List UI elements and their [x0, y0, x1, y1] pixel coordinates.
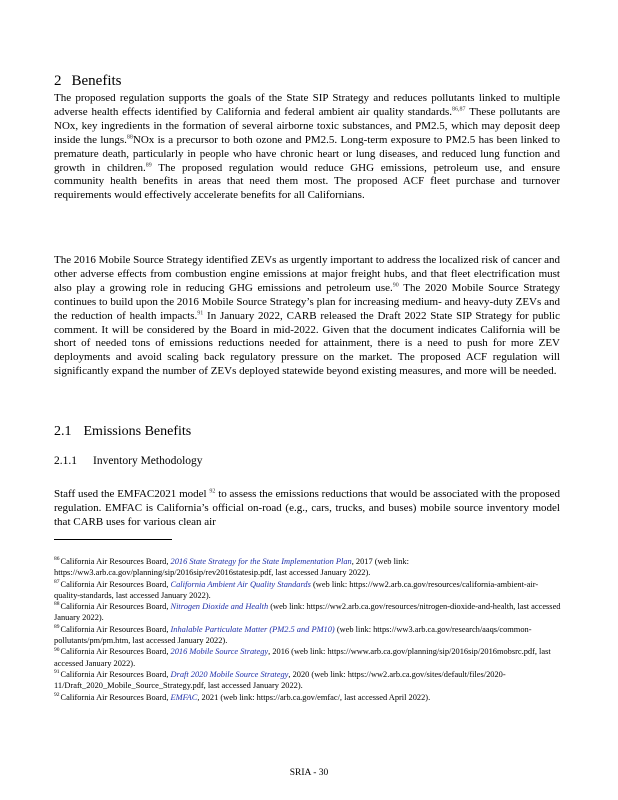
footnote-ref-89[interactable]: 89 [145, 161, 152, 168]
footnotes [54, 556, 564, 703]
section-number: 2 [54, 73, 62, 89]
page-number: SRIA - 30 [289, 768, 329, 778]
paragraph3-text-2: to assess the emissions reductions that would be associated with the proposed regulation. EMFAC is California’s official on-road (e.g., cars, trucks, and buses) mobile source inventory model that CARB uses for various clean air [54, 488, 561, 528]
paragraph2-text-2: The 2020 Mobile Source Strategy continues to build upon the 2016 Mobile Source Strategy’s plan for increasing medium- and heavy-duty ZEVs and the reduction of health impacts. [54, 281, 560, 322]
paragraph-health-benefits [54, 92, 560, 203]
paragraph1-text-1: The proposed regulation supports the goals of the State SIP Strategy and reduces pollutants linked to multiple adverse health effects identified by California and federal ambient air quality standards. [54, 92, 560, 118]
footnote-rest: , 2017 (web link: https://ww3.arb.ca.gov/planning/sip/2016sip/rev2016statesip.pdf, last accessed January 2022). [54, 557, 409, 578]
paragraph3-text-1: Staff used the EMFAC2021 model [54, 488, 207, 500]
paragraph2-text-3: In January 2022, CARB released the Draft 2022 State SIP Strategy for public comment. It will be considered by the Board in mid-2022. Given that the document indicates California will be short of needed tons of emissions reductions needed for attainment, there is a need to push for more ZEV deployments and avoid scaling back regulatory pressure on the market. The proposed ACF regulation will significantly expand the number of ZEVs deployed statewide beyond existing measures, and more will be needed. [54, 309, 561, 378]
footnote-org: California Air Resources Board, [60, 557, 171, 566]
section-title: Benefits [71, 73, 122, 89]
subsection-title: Emissions Benefits [83, 424, 192, 439]
footnote-87 [54, 579, 564, 602]
footnote-org: California Air Resources Board, [60, 647, 171, 657]
footnote-number: 92 [54, 691, 60, 698]
footnote-rest: (web link: https://ww2.arb.ca.gov/resources/california-ambient-air-quality-standards, last accessed January 2022). [54, 579, 539, 600]
paragraph1-text-4: The proposed regulation would reduce GHG emissions, petroleum use, and ensure community health benefits in areas that need them most. The proposed ACF fleet purchase and turnover requirements would effectively accelerate benefits for all Californians. [54, 161, 560, 202]
footnote-org: California Air Resources Board, [60, 602, 171, 612]
footnote-ref-90[interactable]: 90 [392, 282, 399, 289]
footnote-ref-88[interactable]: 88 [126, 134, 133, 141]
footnote-rest: , 2021 (web link: https://arb.ca.gov/emfac/, last accessed April 2022). [197, 692, 431, 702]
footnote-ref-92[interactable]: 92 [209, 488, 216, 495]
paragraph1-text-2: These pollutants are NOx, key ingredients in the formation of several airborne toxic substances, and PM2.5, which may deposit deep inside the lungs. [54, 105, 560, 146]
footnote-number: 89 [54, 623, 60, 630]
subsection-heading [54, 424, 191, 440]
footnote-number: 91 [54, 669, 60, 676]
footnote-number: 90 [54, 646, 60, 653]
footnote-number: 86 [54, 556, 60, 563]
paragraph-inventory-methodology [54, 488, 560, 530]
footnote-number: 88 [54, 601, 60, 608]
subsubsection-title: Inventory Methodology [93, 455, 203, 467]
footnote-org: California Air Resources Board, [60, 669, 171, 679]
paragraph1-text-3: NOx is a precursor to both ozone and PM2.5. Long-term exposure to PM2.5 has been linked to premature death, particularly in people who have chronic heart or lung diseases, and reduced lung function and growth in children. [54, 133, 561, 174]
footnote-org: California Air Resources Board, [60, 692, 171, 702]
footnote-title-link[interactable]: EMFAC [170, 692, 198, 702]
footnote-ref-91[interactable]: 91 [197, 309, 204, 316]
subsection-number: 2.1 [54, 424, 72, 439]
footnote-title-link[interactable]: 2016 Mobile Source Strategy [170, 647, 269, 657]
footnote-rest: , 2016 (web link: https://www.arb.ca.gov/planning/sip/2016sip/2016mobsrc.pdf, last accessed January 2022). [54, 647, 551, 668]
footnote-89 [54, 624, 564, 647]
paragraph2-text-1: The 2016 Mobile Source Strategy identified ZEVs as urgently important to address the localized risk of cancer and other adverse effects from combustion engine emissions at major freight hubs, and that fleet electrification must also play a growing role in reducing GHG emissions and petroleum use. [54, 254, 560, 294]
footnote-title-link[interactable]: California Ambient Air Quality Standards [170, 579, 311, 589]
footnote-91 [54, 669, 564, 692]
footnote-org: California Air Resources Board, [60, 579, 171, 589]
footnote-title-link[interactable]: Inhalable Particulate Matter (PM2.5 and PM10) [170, 624, 335, 634]
footnote-title-link[interactable]: Nitrogen Dioxide and Health [170, 602, 269, 612]
footnote-92 [54, 692, 564, 703]
footnote-rest: (web link: https://ww3.arb.ca.gov/research/aaqs/common-pollutants/pm/pm.htm, last accessed January 2022). [54, 624, 532, 646]
section-heading [54, 73, 122, 90]
footnote-86 [54, 556, 564, 579]
footnote-number: 87 [54, 578, 60, 585]
footnote-90 [54, 646, 564, 669]
footnote-title-link[interactable]: 2016 State Strategy for the State Implementation Plan [170, 557, 352, 566]
footnote-rest: , 2020 (web link: https://ww2.arb.ca.gov/sites/default/files/2020-11/Draft_2020_Mobile_Source_Strategy.pdf, last accessed January 2022). [54, 669, 506, 691]
footnote-rest: (web link: https://ww2.arb.ca.gov/resources/nitrogen-dioxide-and-health, last accessed January 2022). [54, 602, 561, 623]
footnote-88 [54, 601, 564, 624]
paragraph-mobile-source-strategy [54, 254, 560, 379]
subsubsection-heading [54, 455, 203, 467]
footnote-ref-86-87[interactable]: 86,87 [452, 106, 466, 113]
subsubsection-number: 2.1.1 [54, 455, 77, 467]
footnote-title-link[interactable]: Draft 2020 Mobile Source Strategy [170, 669, 289, 679]
footnote-org: California Air Resources Board, [60, 624, 171, 634]
footnote-separator [54, 539, 172, 540]
